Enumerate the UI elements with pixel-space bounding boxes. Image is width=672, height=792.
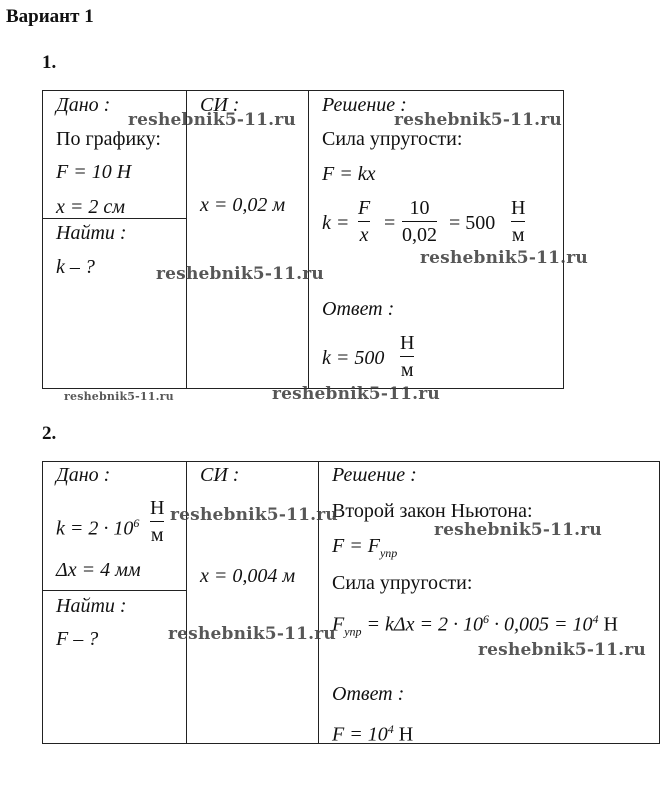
watermark: reshebnik5-11.ru xyxy=(434,520,602,540)
solution-text: Второй закон Ньютона: xyxy=(332,500,533,522)
answer-unit-fraction: Н м xyxy=(400,332,415,381)
given-unit-fraction: Н м xyxy=(150,497,165,546)
unit-fraction: Н м xyxy=(511,197,526,246)
answer-value: k = 500 xyxy=(322,347,385,369)
divider xyxy=(308,90,309,389)
given-header: Дано : xyxy=(56,94,111,116)
find-target: k – ? xyxy=(56,256,95,278)
problem-1-number: 1. xyxy=(42,52,57,73)
result-value: = 500 xyxy=(449,212,496,234)
si-header: СИ : xyxy=(200,464,240,486)
watermark: reshebnik5-11.ru xyxy=(420,248,588,268)
given-header: Дано : xyxy=(56,464,111,486)
given-displacement: x = 2 см xyxy=(56,196,126,218)
solution-text: Сила упругости: xyxy=(322,128,463,150)
watermark: reshebnik5-11.ru xyxy=(394,110,562,130)
solution-header: Решение : xyxy=(322,94,407,116)
page-title: Вариант 1 xyxy=(6,6,94,27)
find-header: Найти : xyxy=(56,222,127,244)
force-calculation: $F_{упр} = k\Delta x = 2 \cdot 10^6 \cdot 0,005 = 10^4$ Н xyxy=(332,612,618,639)
watermark: reshebnik5-11.ru xyxy=(156,264,324,284)
given-text: По графику: xyxy=(56,128,161,150)
divider xyxy=(42,590,187,591)
watermark: reshebnik5-11.ru xyxy=(478,640,646,660)
divider xyxy=(318,461,319,744)
divider xyxy=(186,90,187,389)
watermark: reshebnik5-11.ru xyxy=(64,390,174,403)
k-equation: k = xyxy=(322,212,350,234)
newton-formula: $F = F_{упр}$ xyxy=(332,535,398,560)
answer-header: Ответ : xyxy=(332,683,405,705)
si-header: СИ : xyxy=(200,94,240,116)
formula: F = kx xyxy=(322,163,376,185)
answer-value: $F = 10^4$ Н xyxy=(332,722,414,746)
divider xyxy=(186,461,187,744)
answer-header: Ответ : xyxy=(322,298,395,320)
divider xyxy=(42,218,187,219)
watermark: reshebnik5-11.ru xyxy=(128,110,296,130)
fraction-F-over-x: F x xyxy=(358,197,371,246)
fraction-numbers: 10 0,02 xyxy=(402,197,437,246)
given-stiffness: $k = 2 \cdot 10^6$ xyxy=(56,516,140,540)
si-value: x = 0,02 м xyxy=(200,194,286,216)
solution-header: Решение : xyxy=(332,464,417,486)
watermark: reshebnik5-11.ru xyxy=(168,624,336,644)
watermark: reshebnik5-11.ru xyxy=(170,505,338,525)
problem-2-number: 2. xyxy=(42,423,57,444)
find-target: F – ? xyxy=(56,628,99,650)
solution-text: Сила упругости: xyxy=(332,572,473,594)
given-displacement: Δx = 4 мм xyxy=(56,559,141,581)
equals-sign: = xyxy=(384,212,396,234)
given-force: F = 10 Н xyxy=(56,161,132,183)
watermark: reshebnik5-11.ru xyxy=(272,384,440,404)
find-header: Найти : xyxy=(56,595,127,617)
si-value: x = 0,004 м xyxy=(200,565,296,587)
